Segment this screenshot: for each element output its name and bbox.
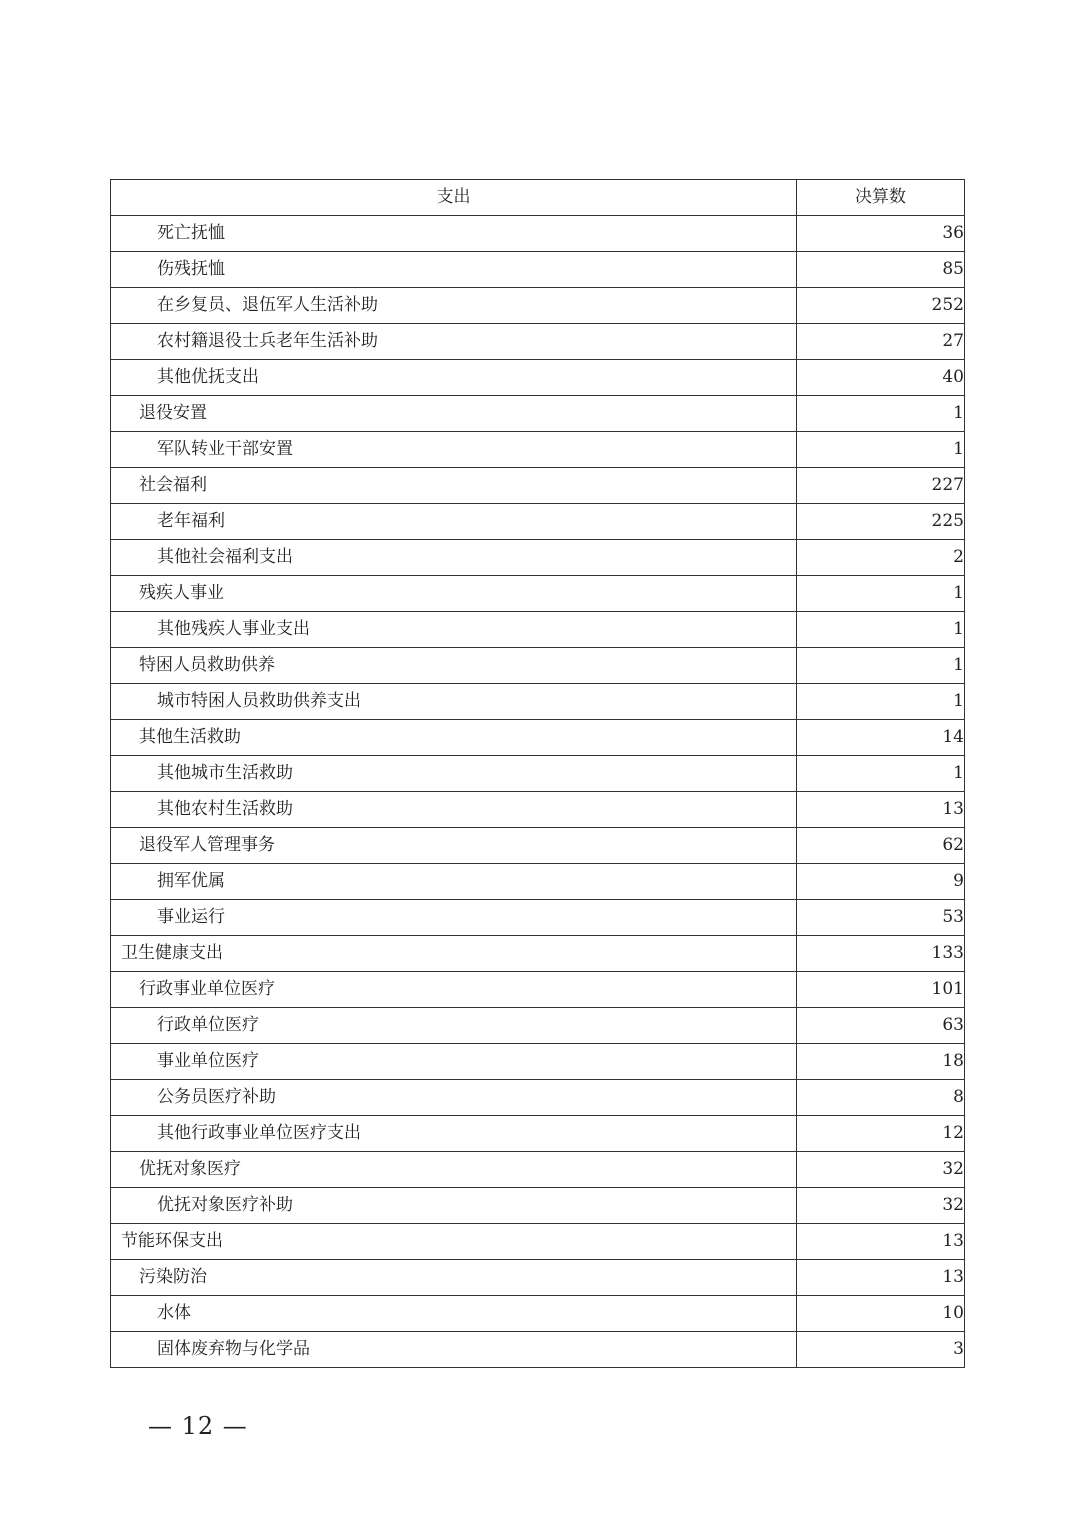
row-amount: 1 — [797, 648, 965, 684]
row-item-name: 行政事业单位医疗 — [111, 972, 797, 1008]
table-row — [111, 504, 965, 540]
row-amount: 12 — [797, 1116, 965, 1152]
row-item-name: 事业运行 — [111, 900, 797, 936]
row-amount: 1 — [797, 576, 965, 612]
row-amount: 133 — [797, 936, 965, 972]
table-row — [111, 468, 965, 504]
row-item-name: 残疾人事业 — [111, 576, 797, 612]
row-item-name: 城市特困人员救助供养支出 — [111, 684, 797, 720]
row-item-name: 退役安置 — [111, 396, 797, 432]
row-amount: 101 — [797, 972, 965, 1008]
row-item-name: 特困人员救助供养 — [111, 648, 797, 684]
table-row — [111, 756, 965, 792]
table-row — [111, 1260, 965, 1296]
row-amount: 32 — [797, 1188, 965, 1224]
table-row — [111, 612, 965, 648]
row-item-name: 污染防治 — [111, 1260, 797, 1296]
table-row — [111, 792, 965, 828]
row-amount: 1 — [797, 432, 965, 468]
row-item-name: 卫生健康支出 — [111, 936, 797, 972]
row-item-name: 其他行政事业单位医疗支出 — [111, 1116, 797, 1152]
table-row — [111, 900, 965, 936]
row-item-name: 拥军优属 — [111, 864, 797, 900]
row-amount: 32 — [797, 1152, 965, 1188]
table-row — [111, 1296, 965, 1332]
table-row — [111, 972, 965, 1008]
row-item-name: 死亡抚恤 — [111, 216, 797, 252]
row-amount: 13 — [797, 1260, 965, 1296]
table-row — [111, 324, 965, 360]
row-item-name: 水体 — [111, 1296, 797, 1332]
row-item-name: 在乡复员、退伍军人生活补助 — [111, 288, 797, 324]
row-amount: 13 — [797, 1224, 965, 1260]
row-amount: 18 — [797, 1044, 965, 1080]
row-amount: 8 — [797, 1080, 965, 1116]
row-amount: 27 — [797, 324, 965, 360]
table-row — [111, 1080, 965, 1116]
table-row — [111, 720, 965, 756]
row-item-name: 伤残抚恤 — [111, 252, 797, 288]
table-row — [111, 252, 965, 288]
row-item-name: 公务员医疗补助 — [111, 1080, 797, 1116]
row-amount: 2 — [797, 540, 965, 576]
row-item-name: 优抚对象医疗 — [111, 1152, 797, 1188]
row-amount: 1 — [797, 396, 965, 432]
row-item-name: 其他优抚支出 — [111, 360, 797, 396]
header-amount: 决算数 — [797, 180, 965, 216]
table-row — [111, 828, 965, 864]
row-amount: 36 — [797, 216, 965, 252]
page-number: — 12 — — [148, 1412, 248, 1440]
row-amount: 10 — [797, 1296, 965, 1332]
row-amount: 1 — [797, 684, 965, 720]
row-amount: 13 — [797, 792, 965, 828]
table-row — [111, 1008, 965, 1044]
row-amount: 63 — [797, 1008, 965, 1044]
row-amount: 9 — [797, 864, 965, 900]
table-row — [111, 576, 965, 612]
table-row — [111, 1116, 965, 1152]
table-row — [111, 432, 965, 468]
table-header-row — [111, 180, 965, 216]
row-item-name: 其他城市生活救助 — [111, 756, 797, 792]
table-row — [111, 396, 965, 432]
row-item-name: 节能环保支出 — [111, 1224, 797, 1260]
table-row — [111, 864, 965, 900]
row-item-name: 其他残疾人事业支出 — [111, 612, 797, 648]
row-item-name: 其他社会福利支出 — [111, 540, 797, 576]
row-item-name: 行政单位医疗 — [111, 1008, 797, 1044]
row-item-name: 社会福利 — [111, 468, 797, 504]
table-body — [111, 216, 965, 1368]
row-amount: 3 — [797, 1332, 965, 1368]
table-row — [111, 1152, 965, 1188]
row-item-name: 农村籍退役士兵老年生活补助 — [111, 324, 797, 360]
table-row — [111, 936, 965, 972]
table-row — [111, 684, 965, 720]
table-row — [111, 1044, 965, 1080]
table-row — [111, 216, 965, 252]
row-item-name: 优抚对象医疗补助 — [111, 1188, 797, 1224]
budget-table — [110, 179, 965, 1368]
table-row — [111, 1332, 965, 1368]
row-item-name: 其他农村生活救助 — [111, 792, 797, 828]
row-amount: 14 — [797, 720, 965, 756]
table-row — [111, 288, 965, 324]
row-amount: 1 — [797, 756, 965, 792]
header-item: 支出 — [111, 180, 797, 216]
row-item-name: 其他生活救助 — [111, 720, 797, 756]
table-row — [111, 540, 965, 576]
row-amount: 1 — [797, 612, 965, 648]
row-amount: 225 — [797, 504, 965, 540]
row-amount: 227 — [797, 468, 965, 504]
row-item-name: 老年福利 — [111, 504, 797, 540]
row-amount: 40 — [797, 360, 965, 396]
table-row — [111, 1224, 965, 1260]
row-item-name: 事业单位医疗 — [111, 1044, 797, 1080]
table-row — [111, 648, 965, 684]
row-item-name: 退役军人管理事务 — [111, 828, 797, 864]
row-amount: 62 — [797, 828, 965, 864]
table-row — [111, 360, 965, 396]
row-amount: 85 — [797, 252, 965, 288]
row-amount: 252 — [797, 288, 965, 324]
table-row — [111, 1188, 965, 1224]
row-item-name: 固体废弃物与化学品 — [111, 1332, 797, 1368]
row-amount: 53 — [797, 900, 965, 936]
row-item-name: 军队转业干部安置 — [111, 432, 797, 468]
